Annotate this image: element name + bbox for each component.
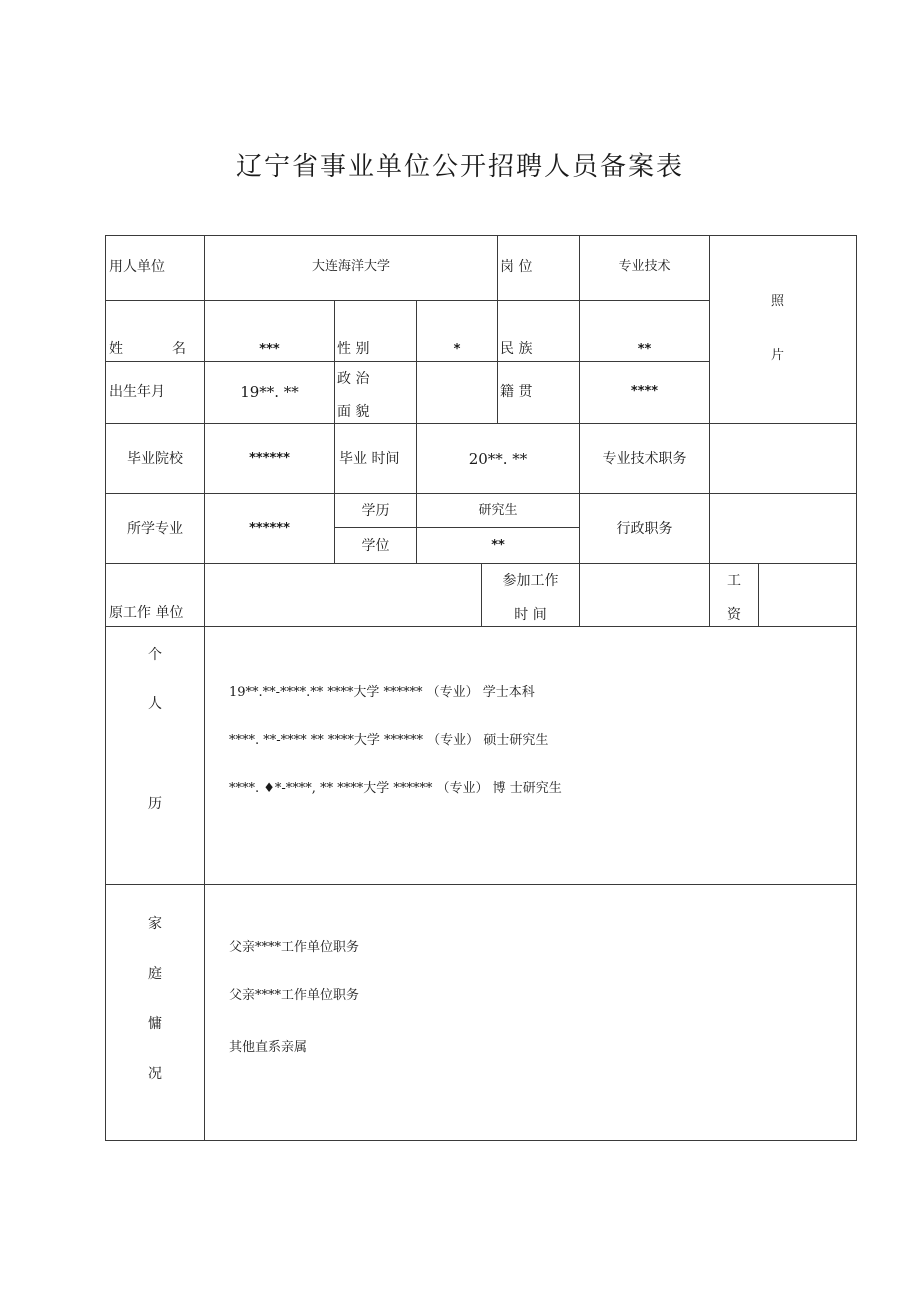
label-tech-title: 专业技术职务	[602, 451, 687, 467]
family-entry: 父亲****工作单位职务	[229, 940, 360, 955]
label-resume-1: 个	[148, 647, 162, 663]
label-family-2: 庭	[148, 966, 162, 982]
label-family-3: 慵	[148, 1016, 162, 1032]
label-political-1: 政 治	[337, 371, 370, 387]
label-birth: 出生年月	[109, 384, 165, 400]
label-degree: 学位	[361, 538, 390, 554]
label-name-1: 姓	[109, 341, 123, 357]
value-ethnicity: **	[637, 342, 652, 357]
label-admin-title: 行政职务	[616, 521, 673, 537]
resume-entry: 19**.**-****.** ****大学 ****** （专业） 学士本科	[229, 685, 535, 700]
label-salary-2: 资	[727, 607, 741, 623]
value-employer: 大连海洋大学	[311, 259, 390, 274]
label-work-start-1: 参加工作	[502, 573, 559, 589]
label-graduate-school: 毕业院校	[127, 451, 183, 467]
value-degree: **	[491, 538, 505, 553]
value-birth: 19**. **	[240, 383, 299, 401]
label-ethnicity: 民 族	[500, 341, 533, 357]
label-major: 所学专业	[127, 521, 183, 537]
label-work-start-2: 时 间	[514, 607, 547, 623]
label-family-4: 况	[148, 1066, 162, 1082]
value-graduation-time: 20**. **	[468, 450, 528, 468]
label-gender: 性 别	[337, 341, 370, 357]
resume-entry: ****. **-**** ** ****大学 ****** （专业） 硕士研究生	[229, 733, 549, 748]
value-graduate-school: ******	[249, 451, 290, 466]
value-name: ***	[259, 342, 280, 357]
value-gender: *	[453, 342, 461, 357]
label-native-place: 籍 贯	[500, 384, 533, 400]
label-political-2: 面 貌	[337, 404, 370, 420]
label-family-1: 家	[148, 916, 162, 932]
label-resume-2: 人	[148, 696, 162, 712]
label-education: 学历	[361, 503, 390, 519]
family-entry: 父亲****工作单位职务	[229, 988, 360, 1003]
label-photo-2: 片	[771, 348, 785, 363]
label-employer: 用人单位	[109, 259, 165, 275]
label-graduation-time: 毕业 时间	[339, 451, 400, 467]
label-photo-1: 照	[771, 294, 785, 309]
value-native-place: ****	[630, 384, 659, 399]
label-position: 岗 位	[500, 259, 533, 275]
value-major: ******	[249, 521, 290, 536]
family-entry: 其他直系亲属	[229, 1040, 308, 1055]
label-salary-1: 工	[727, 573, 741, 589]
value-position: 专业技术	[618, 259, 671, 274]
resume-entry: ****. ♦*-****, ** ****大学 ****** （专业） 博 士研究生	[229, 781, 562, 796]
label-former-employer: 原工作 单位	[109, 605, 184, 621]
label-name-2: 名	[172, 341, 186, 357]
value-education: 研究生	[478, 503, 518, 518]
label-resume-3: 历	[148, 796, 162, 812]
form-title: 辽宁省事业单位公开招聘人员备案表	[235, 152, 684, 182]
